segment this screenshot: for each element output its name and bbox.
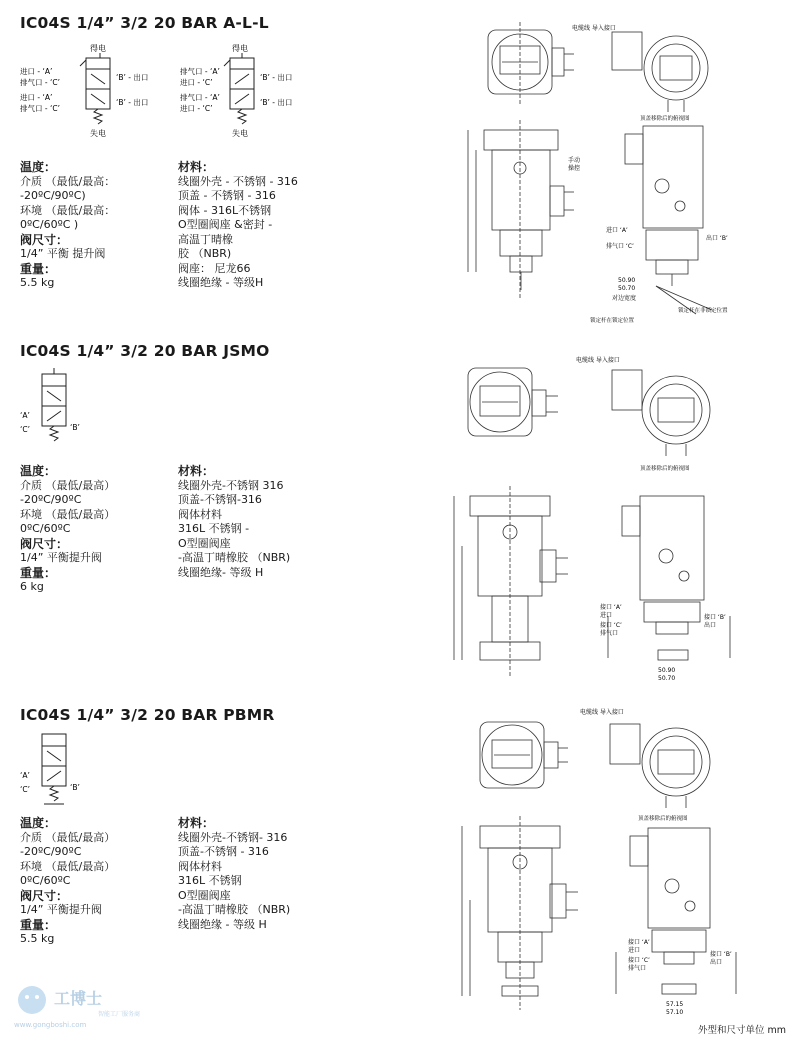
de-energized-label: 失电: [232, 129, 248, 138]
section-pbmr: [20, 706, 440, 996]
spec-line: 介质 （最低/最高）: [20, 830, 116, 844]
spec-line: 介质 （最低/最高：: [20, 174, 116, 188]
material-line: 顶盖-不锈钢 - 316: [178, 845, 269, 858]
port-label: 排气口 - ‘A’: [180, 67, 220, 76]
port-label: 进口 - ‘C’: [180, 78, 213, 87]
port-label: ‘B’ - 出口: [260, 98, 293, 107]
dimension-label: 50.70: [618, 285, 636, 292]
material-line: 高温丁晴橡: [178, 232, 233, 246]
spec-line: 0ºC/60ºC: [20, 522, 71, 535]
port-label: 进口 ‘A’: [606, 227, 628, 234]
weight-value: 5.5 kg: [20, 932, 55, 945]
section-jsmo: [20, 342, 440, 672]
material-line: 线圈外壳-不锈钢 316: [178, 478, 284, 492]
cable-entry-label: 电缆线 导入接口: [572, 25, 616, 32]
weight-value: 6 kg: [20, 580, 44, 593]
temperature-heading: 温度：: [20, 464, 57, 478]
material-line: 线圈绝缘 - 等级H: [178, 276, 264, 289]
watermark-brand: 工博士: [54, 989, 103, 1008]
port-label: 排气口: [628, 965, 647, 972]
cable-entry-label: 电缆线 导入接口: [580, 709, 624, 716]
material-line: 线圈外壳 - 不锈钢 - 316: [178, 174, 298, 188]
material-line: 316L 不锈钢 -: [178, 522, 250, 535]
port-label: 接口 ‘B’: [704, 614, 726, 621]
section-title: IC04S 1/4” 3/2 20 BAR JSMO: [20, 342, 270, 360]
dimension-label: 57.15: [666, 1001, 684, 1008]
de-energized-label: 失电: [90, 129, 106, 138]
port-label: ‘B’ - 出口: [116, 98, 149, 107]
port-label: 排气口: [600, 630, 619, 637]
port-label: 进口 - ‘C’: [180, 104, 213, 113]
material-line: -高温丁晴橡胶 （NBR): [178, 903, 291, 916]
dimension-label: 对边宽度: [612, 295, 637, 302]
material-line: 顶盖-不锈钢-316: [178, 493, 262, 506]
materials-heading: 材料：: [178, 160, 215, 174]
port-label: 进口: [600, 612, 613, 619]
specs-all: [20, 160, 350, 330]
port-label: 排气口 - ‘C’: [20, 104, 60, 113]
port-b-label: ‘B’: [70, 423, 80, 432]
port-label: 接口 ‘A’: [600, 604, 622, 611]
port-label: 进口 - ‘A’: [20, 67, 53, 76]
spec-line: -20ºC/90ºC: [20, 493, 82, 506]
material-line: 线圈外壳-不锈钢- 316: [178, 830, 288, 844]
dimension-label: 57.10: [666, 1009, 684, 1016]
spec-line: -20ºC/90ºC): [20, 189, 86, 202]
spec-line: 环境 （最低/最高：: [20, 203, 116, 217]
temperature-heading: 温度：: [20, 816, 57, 830]
port-label: 排气口 ‘C’: [606, 243, 634, 250]
valve-symbol-all-b: [180, 44, 360, 154]
port-label: 出口 ‘B’: [706, 235, 728, 242]
material-line: 胶 （NBR): [178, 247, 232, 260]
dimension-drawing-all: [440, 10, 790, 330]
material-line: 316L 不锈钢: [178, 874, 242, 887]
material-line: 阀座： 尼龙66: [178, 261, 251, 275]
cable-entry-label: 电缆线 导入接口: [576, 357, 620, 364]
spec-line: 环境 （最低/最高）: [20, 507, 116, 521]
energized-label: 得电: [90, 44, 106, 53]
spec-line: 0ºC/60ºC: [20, 874, 71, 887]
spec-line: 1/4” 平衡提升阀: [20, 551, 102, 564]
watermark-url: www.gongboshi.com: [14, 1021, 87, 1029]
dimension-label: 50.70: [658, 675, 676, 682]
valve-symbol-jsmo: [20, 366, 100, 446]
section-all: [20, 14, 440, 344]
watermark-sub: 智能工厂服务商: [98, 1011, 141, 1018]
port-label: ‘B’ - 出口: [260, 73, 293, 82]
spec-line: 0ºC/60ºC ): [20, 218, 79, 231]
top-view-label: 顶盖移除后的俯视图: [638, 816, 688, 822]
lock-note: 锁定杆在非锁定位置: [678, 308, 728, 314]
spec-materials-column: [178, 160, 338, 291]
material-line: O型圈阀座: [178, 888, 231, 902]
port-c-label: ‘C’: [20, 425, 31, 434]
port-label: 接口 ‘C’: [600, 622, 622, 629]
weight-heading: 重量：: [20, 917, 57, 932]
materials-heading: 材料：: [178, 816, 215, 830]
port-label: 接口 ‘C’: [628, 957, 650, 964]
port-label: 接口 ‘B’: [710, 951, 732, 958]
port-b-label: ‘B’: [70, 783, 80, 792]
valve-symbol-all-a: [20, 44, 180, 154]
section-title: IC04S 1/4” 3/2 20 BAR PBMR: [20, 706, 275, 724]
manual-label: 操控: [568, 165, 581, 172]
port-label: 排气口 - ‘A’: [180, 93, 220, 102]
manual-label: 手动: [568, 157, 581, 164]
valve-size-heading: 阀尺寸：: [20, 536, 69, 551]
material-line: 阀体材料: [178, 859, 222, 873]
port-label: 进口 - ‘A’: [20, 93, 53, 102]
dimension-drawing-jsmo: [440, 346, 790, 686]
valve-size-heading: 阀尺寸：: [20, 888, 69, 903]
material-line: 线圈绝缘- 等级 H: [178, 565, 264, 579]
spec-line: 1/4” 平衡 提升阀: [20, 247, 106, 260]
port-label: ‘B’ - 出口: [116, 73, 149, 82]
material-line: 阀体 - 316L不锈钢: [178, 203, 272, 217]
material-line: 线圈绝缘 - 等级 H: [178, 917, 267, 931]
specs-pbmr: [20, 816, 350, 986]
material-line: O型圈阀座: [178, 536, 231, 550]
port-label: 出口: [704, 622, 717, 629]
spec-line: 1/4” 平衡提升阀: [20, 903, 102, 916]
port-c-label: ‘C’: [20, 785, 31, 794]
port-label: 接口 ‘A’: [628, 939, 650, 946]
port-a-label: ‘A’: [20, 411, 30, 420]
spec-materials-column: [178, 816, 338, 932]
weight-value: 5.5 kg: [20, 276, 55, 289]
valve-size-heading: 阀尺寸：: [20, 232, 69, 247]
valve-symbol-pbmr: [20, 730, 100, 810]
material-line: 顶盖 - 不锈钢 - 316: [178, 189, 276, 202]
material-line: O型圈阀座 &密封 -: [178, 218, 273, 231]
spec-left-column: [20, 464, 170, 595]
dimension-label: 50.90: [658, 667, 676, 674]
port-label: 排气口 - ‘C’: [20, 78, 60, 87]
weight-heading: 重量：: [20, 565, 57, 580]
material-line: -高温丁晴橡胶 （NBR): [178, 551, 291, 564]
material-line: 阀体材料: [178, 507, 222, 521]
section-title: IC04S 1/4” 3/2 20 BAR A-L-L: [20, 14, 269, 32]
spec-line: -20ºC/90ºC: [20, 845, 82, 858]
spec-line: 介质 （最低/最高）: [20, 478, 116, 492]
specs-jsmo: [20, 464, 350, 634]
top-view-label: 顶盖移除后的俯视图: [640, 466, 690, 472]
temperature-heading: 温度：: [20, 160, 57, 174]
energized-label: 得电: [232, 44, 248, 53]
port-a-label: ‘A’: [20, 771, 30, 780]
weight-heading: 重量：: [20, 261, 57, 276]
units-footer: 外型和尺寸单位 mm: [697, 1025, 786, 1036]
port-label: 出口: [710, 959, 723, 966]
spec-materials-column: [178, 464, 338, 580]
port-label: 进口: [628, 947, 641, 954]
dimension-drawing-pbmr: [440, 700, 790, 1020]
materials-heading: 材料：: [178, 464, 215, 478]
lock-note: 锁定杆在锁定位置: [590, 318, 635, 324]
top-view-label: 顶盖移除后的俯视图: [640, 116, 690, 122]
gongboshi-watermark-logo: [10, 980, 160, 1030]
spec-left-column: [20, 816, 170, 947]
spec-left-column: [20, 160, 170, 291]
spec-line: 环境 （最低/最高）: [20, 859, 116, 873]
dimension-label: 50.90: [618, 277, 636, 284]
